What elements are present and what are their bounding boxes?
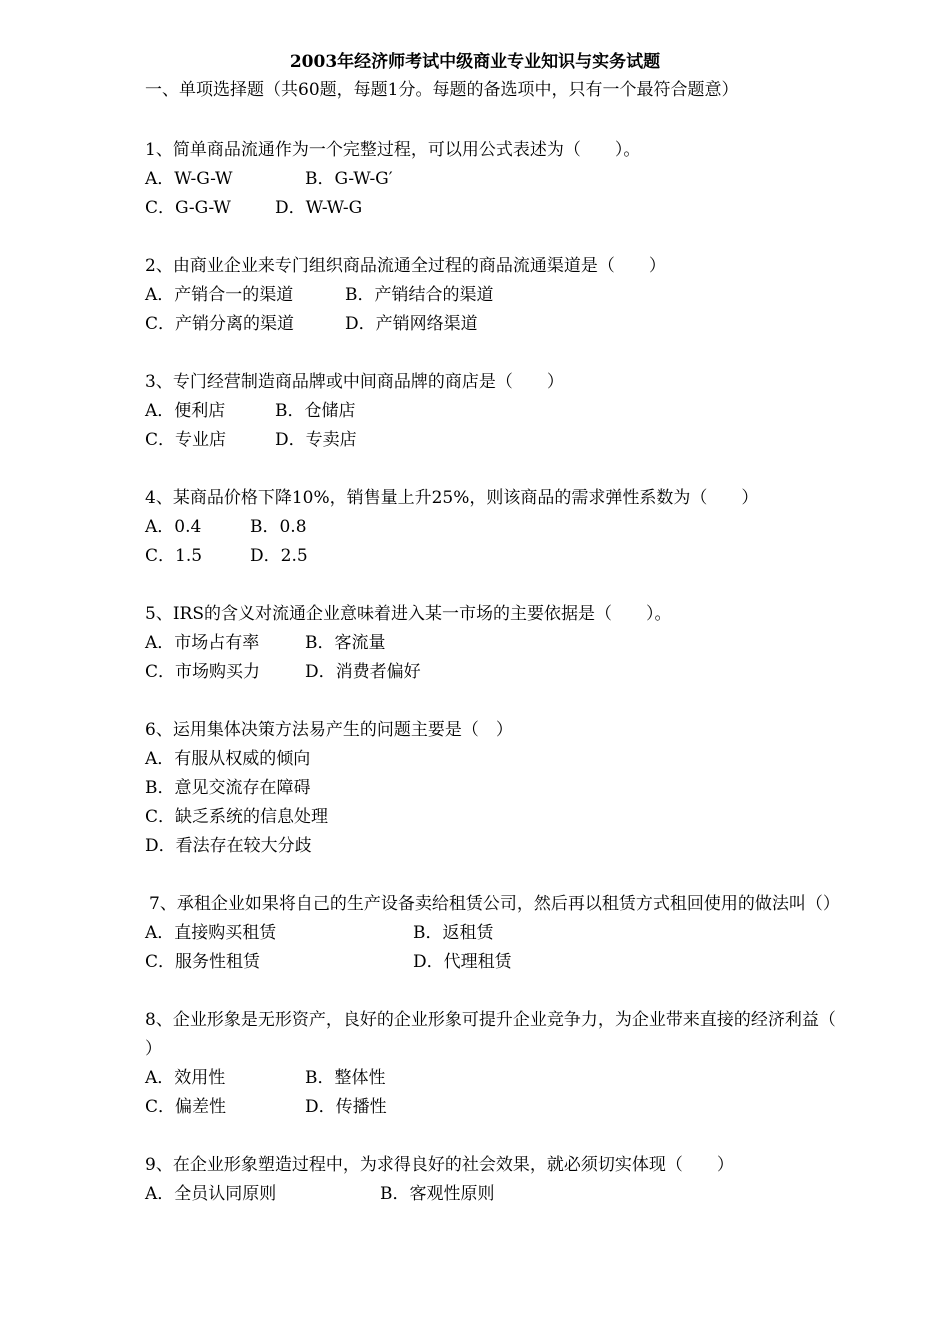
- option-b: B．客流量: [305, 633, 386, 653]
- option-row: [145, 542, 870, 571]
- option-row: [145, 1093, 870, 1122]
- option-d: D．代理租赁: [413, 952, 512, 972]
- option-row: [145, 1180, 870, 1209]
- option-a: A．效用性: [145, 1068, 226, 1088]
- option-row: [145, 194, 870, 223]
- option-row: [145, 658, 870, 687]
- option-b: B．整体性: [305, 1068, 386, 1088]
- option-d: D．传播性: [305, 1097, 387, 1117]
- option-d: D．专卖店: [275, 430, 357, 450]
- question-4: [145, 484, 870, 571]
- question-2: [145, 252, 870, 339]
- option-b: B．返租赁: [413, 923, 494, 943]
- question-8: [145, 1006, 870, 1122]
- option-row: [145, 629, 870, 658]
- section-heading: 一、单项选择题（共60题，每题1分。每题的备选项中，只有一个最符合题意）: [145, 80, 739, 100]
- document-title: 2003年经济师考试中级商业专业知识与实务试题: [289, 52, 661, 72]
- option-c: C．缺乏系统的信息处理: [145, 807, 329, 827]
- question-list: [145, 136, 870, 1238]
- question-stem: 5、IRS的含义对流通企业意味着进入某一市场的主要依据是（ ）。: [145, 604, 672, 624]
- question-stem: 6、运用集体决策方法易产生的问题主要是（ ）: [145, 720, 513, 740]
- option-row: [145, 948, 870, 977]
- option-c: C．产销分离的渠道: [145, 314, 295, 334]
- option-c: C．1.5: [145, 546, 203, 566]
- question-3: [145, 368, 870, 455]
- question-stem: 4、某商品价格下降10%，销售量上升25%，则该商品的需求弹性系数为（ ）: [145, 488, 759, 508]
- option-d: D．消费者偏好: [305, 662, 421, 682]
- option-d: D．看法存在较大分歧: [145, 836, 312, 856]
- option-row: [145, 397, 870, 426]
- question-1: [145, 136, 870, 223]
- question-5: [145, 600, 870, 687]
- question-stem: 9、在企业形象塑造过程中，为求得良好的社会效果，就必须切实体现（ ）: [145, 1155, 734, 1175]
- option-b: B．G-W-G′: [305, 169, 393, 189]
- option-a: A．产销合一的渠道: [145, 285, 294, 305]
- option-row: [145, 803, 870, 832]
- option-b: B．仓储店: [275, 401, 356, 421]
- option-row: [145, 1064, 870, 1093]
- option-a: A．直接购买租赁: [145, 923, 277, 943]
- question-stem: 8、企业形象是无形资产，良好的企业形象可提升企业竞争力，为企业带来直接的经济利益（ ）: [145, 1010, 870, 1059]
- option-c: C．专业店: [145, 430, 227, 450]
- option-row: [145, 426, 870, 455]
- option-c: C．服务性租赁: [145, 952, 261, 972]
- question-9: [145, 1151, 870, 1209]
- option-row: [145, 774, 870, 803]
- option-b: B．0.8: [250, 517, 307, 537]
- option-a: A．有服从权威的倾向: [145, 749, 311, 769]
- option-row: [145, 745, 870, 774]
- option-a: A．W-G-W: [145, 169, 233, 189]
- option-a: A．0.4: [145, 517, 202, 537]
- question-stem: 1、简单商品流通作为一个完整过程，可以用公式表述为（ ）。: [145, 140, 641, 160]
- option-row: [145, 165, 870, 194]
- option-b: B．产销结合的渠道: [345, 285, 494, 305]
- question-stem: 7、承租企业如果将自己的生产设备卖给租赁公司，然后再以租赁方式租回使用的做法叫（）: [149, 894, 840, 914]
- option-row: [145, 513, 870, 542]
- option-d: D．2.5: [250, 546, 308, 566]
- option-row: [145, 832, 870, 861]
- option-row: [145, 310, 870, 339]
- option-c: C．G-G-W: [145, 198, 231, 218]
- option-a: A．市场占有率: [145, 633, 260, 653]
- option-c: C．市场购买力: [145, 662, 261, 682]
- option-b: B．意见交流存在障碍: [145, 778, 311, 798]
- option-d: D．W-W-G: [275, 198, 363, 218]
- option-row: [145, 919, 870, 948]
- option-d: D．产销网络渠道: [345, 314, 478, 334]
- option-row: [145, 281, 870, 310]
- question-6: [145, 716, 870, 861]
- question-7: [145, 890, 870, 977]
- option-a: A．全员认同原则: [145, 1184, 277, 1204]
- option-c: C．偏差性: [145, 1097, 227, 1117]
- question-stem: 3、专门经营制造商品牌或中间商品牌的商店是（ ）: [145, 372, 564, 392]
- question-stem: 2、由商业企业来专门组织商品流通全过程的商品流通渠道是（ ）: [145, 256, 666, 276]
- option-a: A．便利店: [145, 401, 226, 421]
- option-b: B．客观性原则: [380, 1184, 495, 1204]
